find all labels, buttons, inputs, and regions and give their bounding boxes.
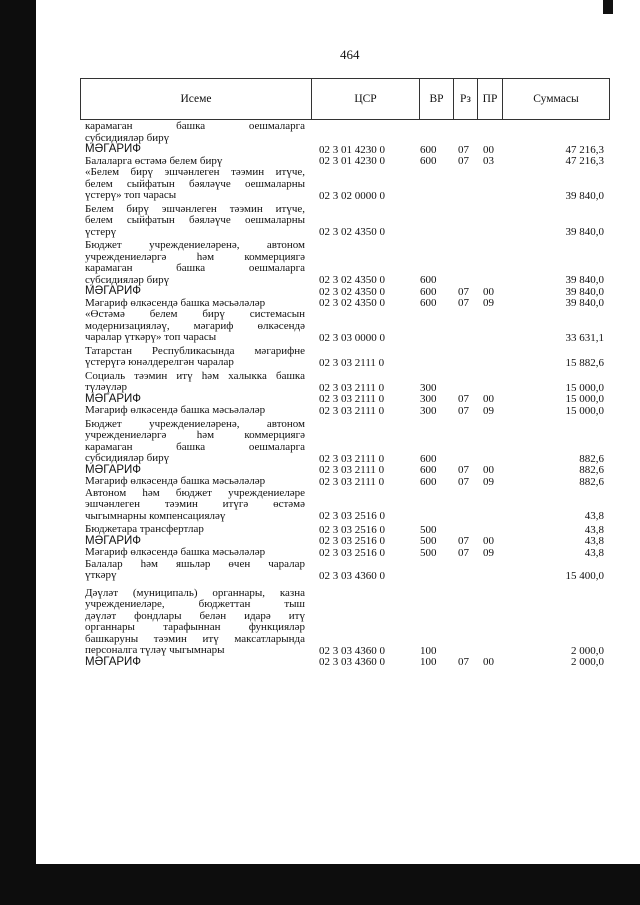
row-csr: 02 3 03 2516 0: [319, 535, 385, 547]
scan-edge-left: [0, 0, 36, 905]
row-vr: 500: [420, 523, 437, 536]
row-name-line: Бюджетара трансфертлар: [85, 523, 204, 535]
row-name-line: башкаруны тәэмин итү максатларында: [85, 632, 305, 645]
row-pr: 00: [483, 656, 494, 668]
scan-edge-top: [603, 0, 613, 14]
row-name-line: Балаларга өстәмә белем бирү: [85, 154, 223, 167]
table-row: [85, 167, 610, 202]
row-sum: 43,8: [584, 535, 604, 547]
row-name-line: учреждениеләргә һәм коммерциягә: [85, 429, 305, 441]
row-vr: 300: [420, 393, 437, 405]
row-name-line: субсидияләр бирү: [85, 273, 170, 286]
row-name-line: Мәгариф өлкәсендә башка мәсьәләләр: [85, 546, 266, 558]
row-pr: 00: [483, 285, 494, 298]
header-sum: Суммасы: [533, 93, 579, 105]
row-pr: 00: [483, 464, 494, 476]
table-row: [85, 240, 610, 286]
row-name-line: Мәгариф өлкәсендә башка мәсьәләләр: [85, 404, 266, 416]
row-rz: 07: [458, 285, 469, 298]
row-vr: 600: [420, 464, 437, 476]
table-header: [80, 78, 610, 120]
row-vr: 600: [420, 475, 437, 488]
row-values: [85, 382, 610, 394]
row-csr: 02 3 03 2516 0: [319, 510, 385, 522]
table-row: [85, 346, 610, 369]
row-vr: 600: [420, 274, 437, 286]
row-csr: 02 3 03 2111 0: [319, 475, 385, 488]
header-csr: ЦСР: [312, 79, 420, 119]
row-csr: 02 3 03 2111 0: [319, 356, 385, 369]
row-name-line: МӘГАРИФ: [85, 143, 142, 155]
row-name-line: Дәүләт (муниципаль) органнары, казна: [85, 586, 305, 599]
row-name-line: түләүләр: [85, 381, 128, 393]
row-name-line: Социаль тәэмин итү һәм халыкка башка: [85, 369, 305, 382]
row-values: [85, 453, 610, 465]
row-sum: 15 000,0: [565, 404, 604, 417]
row-name-line: үткәрү: [85, 569, 117, 581]
row-name-line: Мәгариф өлкәсендә башка мәсьәләләр: [85, 475, 266, 487]
row-vr: 600: [420, 155, 437, 167]
row-sum: 39 840,0: [565, 285, 604, 298]
row-name-line: белем сыйфатын бәяләүче оешмаларны: [85, 214, 305, 226]
table-row: [85, 144, 610, 156]
row-name-line: карамаган башка оешмаларга: [85, 262, 305, 274]
row-csr: 02 3 01 4230 0: [319, 143, 385, 156]
row-values: [85, 357, 610, 369]
row-rz: 07: [458, 475, 469, 488]
row-pr: 09: [483, 404, 494, 417]
table-row: [85, 371, 610, 394]
row-name-line: органнары тарафыннан функцияләр: [85, 621, 305, 633]
table-row: [85, 588, 610, 657]
row-sum: 15 882,6: [565, 356, 604, 369]
table-row: [85, 419, 610, 465]
row-name-line: МӘГАРИФ: [85, 392, 142, 405]
row-sum: 33 631,1: [565, 331, 604, 344]
row-name-line: карамаган башка оешмаларга: [85, 440, 305, 453]
row-rz: 07: [458, 155, 469, 167]
row-csr: 02 3 02 4350 0: [319, 226, 385, 238]
row-name-line: Бюджет учреждениеләренә, автоном: [85, 417, 305, 430]
row-rz: 07: [458, 297, 469, 309]
table-row: [85, 286, 610, 298]
row-vr: 300: [420, 381, 437, 394]
row-csr: 02 3 03 2111 0: [319, 404, 385, 417]
row-csr: 02 3 03 2516 0: [319, 523, 385, 536]
row-csr: 02 3 02 0000 0: [319, 189, 385, 202]
row-values: [85, 274, 610, 286]
row-name-line: МӘГАРИФ: [85, 285, 142, 297]
row-values: [85, 286, 610, 298]
row-values: [85, 510, 610, 522]
row-sum: 43,8: [584, 546, 604, 559]
row-csr: 02 3 02 4350 0: [319, 297, 385, 309]
row-pr: 00: [483, 535, 494, 547]
row-name-line: «Өстәмә белем бирү системасын: [85, 308, 305, 320]
row-name-line: карамаган башка оешмаларга: [85, 120, 305, 132]
row-name-line: үстерүгә юнәлдерелгән чаралар: [85, 356, 234, 368]
row-rz: 07: [458, 393, 469, 405]
header-rz: Рз: [454, 79, 478, 119]
row-sum: 43,8: [584, 510, 604, 522]
row-sum: 882,6: [579, 452, 604, 465]
row-values: [85, 645, 610, 657]
row-sum: 39 840,0: [565, 189, 604, 202]
row-csr: 02 3 03 2516 0: [319, 546, 385, 559]
header-vr: ВР: [420, 79, 454, 119]
row-sum: 47 216,3: [565, 155, 604, 167]
header-name: Исеме: [81, 79, 312, 119]
row-vr: 300: [420, 404, 437, 417]
row-values: [85, 656, 610, 668]
row-name-line: модернизацияләү, мәгариф өлкәсендә: [85, 319, 305, 332]
row-name-line: Автоном һәм бюджет учреждениеләре: [85, 486, 305, 499]
row-pr: 09: [483, 297, 494, 309]
row-values: [85, 144, 610, 156]
row-sum: 882,6: [579, 475, 604, 488]
row-name-line: белем сыйфатын бәяләүче оешмаларны: [85, 177, 305, 190]
row-values: [85, 332, 610, 344]
row-name-line: МӘГАРИФ: [85, 534, 142, 547]
row-csr: 02 3 02 4350 0: [319, 274, 385, 286]
row-sum: 2 000,0: [571, 656, 604, 668]
row-csr: 02 3 03 2111 0: [319, 381, 385, 394]
row-values: [85, 547, 610, 559]
row-pr: 09: [483, 475, 494, 488]
row-name-line: субсидияләр бирү: [85, 452, 170, 464]
row-pr: 00: [483, 143, 494, 156]
row-name-line: үстерү: [85, 225, 117, 238]
row-sum: 15 000,0: [565, 393, 604, 405]
row-name-line: МӘГАРИФ: [85, 463, 142, 476]
row-vr: 600: [420, 285, 437, 298]
row-name-line: чаралар үткәрү» топ чарасы: [85, 331, 217, 343]
row-rz: 07: [458, 404, 469, 417]
row-rz: 07: [458, 464, 469, 476]
row-sum: 15 000,0: [565, 381, 604, 394]
row-name-line: эшчәнлеген тәэмин итүгә өстәмә: [85, 498, 305, 510]
row-csr: 02 3 03 4360 0: [319, 569, 385, 582]
row-vr: 500: [420, 546, 437, 559]
row-name-line: персоналга түләү чыгымнары: [85, 644, 225, 656]
row-vr: 600: [420, 297, 437, 309]
table-body: [85, 121, 610, 668]
row-rz: 07: [458, 143, 469, 156]
table-row: [85, 488, 610, 523]
table-row: [85, 309, 610, 344]
row-vr: 100: [420, 656, 437, 668]
row-values: [85, 405, 610, 417]
row-csr: 02 3 03 0000 0: [319, 331, 385, 344]
row-values: [85, 524, 610, 536]
row-name-line: дәүләт фондлары белән идарә итү: [85, 609, 305, 622]
row-name-line: Татарстан Республикасында мәгарифне: [85, 344, 305, 357]
row-vr: 600: [420, 452, 437, 465]
row-sum: 39 840,0: [565, 226, 604, 238]
row-name-line: учреждениеләре, бюджеттан тыш: [85, 598, 305, 610]
row-name-line: МӘГАРИФ: [85, 655, 142, 668]
row-sum: 39 840,0: [565, 297, 604, 309]
row-values: [85, 476, 610, 488]
header-pr: ПР: [478, 79, 503, 119]
row-pr: 00: [483, 393, 494, 405]
row-rz: 07: [458, 656, 469, 668]
row-name-line: учреждениеләргә һәм коммерциягә: [85, 250, 305, 263]
row-pr: 03: [483, 155, 494, 167]
row-pr: 09: [483, 546, 494, 559]
row-csr: 02 3 03 2111 0: [319, 393, 385, 405]
row-vr: 600: [420, 143, 437, 156]
row-name-line: үстерү» топ чарасы: [85, 189, 177, 201]
row-sum: 43,8: [584, 523, 604, 536]
row-name-line: Бюджет учреждениеләренә, автоном: [85, 239, 305, 251]
row-csr: 02 3 03 2111 0: [319, 464, 385, 476]
row-csr: 02 3 03 4360 0: [319, 656, 385, 668]
row-csr: 02 3 01 4230 0: [319, 155, 385, 167]
row-sum: 2 000,0: [571, 644, 604, 657]
table-row: [85, 476, 610, 488]
row-name-line: чыгымнарны компенсацияләү: [85, 509, 226, 522]
row-values: [85, 570, 610, 582]
row-name-line: субсидияләр бирү: [85, 131, 170, 144]
table-row: [85, 559, 610, 582]
row-values: [85, 190, 610, 202]
row-name-line: Мәгариф өлкәсендә башка мәсьәләләр: [85, 296, 266, 309]
row-csr: 02 3 03 4360 0: [319, 644, 385, 657]
row-name-line: «Белем бирү эшчәнлеген тәэмин итүче,: [85, 166, 305, 178]
table-row: [85, 204, 610, 239]
row-name-line: Белем бирү эшчәнлеген тәэмин итүче,: [85, 202, 305, 215]
row-rz: 07: [458, 546, 469, 559]
row-name-line: Балалар һәм яшьләр өчен чаралар: [85, 557, 305, 570]
table-row: [85, 657, 610, 669]
scan-edge-bottom: [22, 864, 640, 905]
table-row: [85, 121, 610, 144]
table-row: [85, 405, 610, 417]
row-values: [85, 132, 610, 144]
table-row: [85, 547, 610, 559]
row-csr: 02 3 03 2111 0: [319, 452, 385, 465]
row-csr: 02 3 02 4350 0: [319, 285, 385, 298]
page-number: 464: [340, 47, 360, 62]
row-values: [85, 226, 610, 238]
row-rz: 07: [458, 535, 469, 547]
table-row: [85, 524, 610, 536]
row-vr: 100: [420, 644, 437, 657]
row-sum: 39 840,0: [565, 274, 604, 286]
row-sum: 15 400,0: [565, 569, 604, 582]
row-sum: 47 216,3: [565, 143, 604, 156]
row-vr: 500: [420, 535, 437, 547]
row-sum: 882,6: [579, 464, 604, 476]
